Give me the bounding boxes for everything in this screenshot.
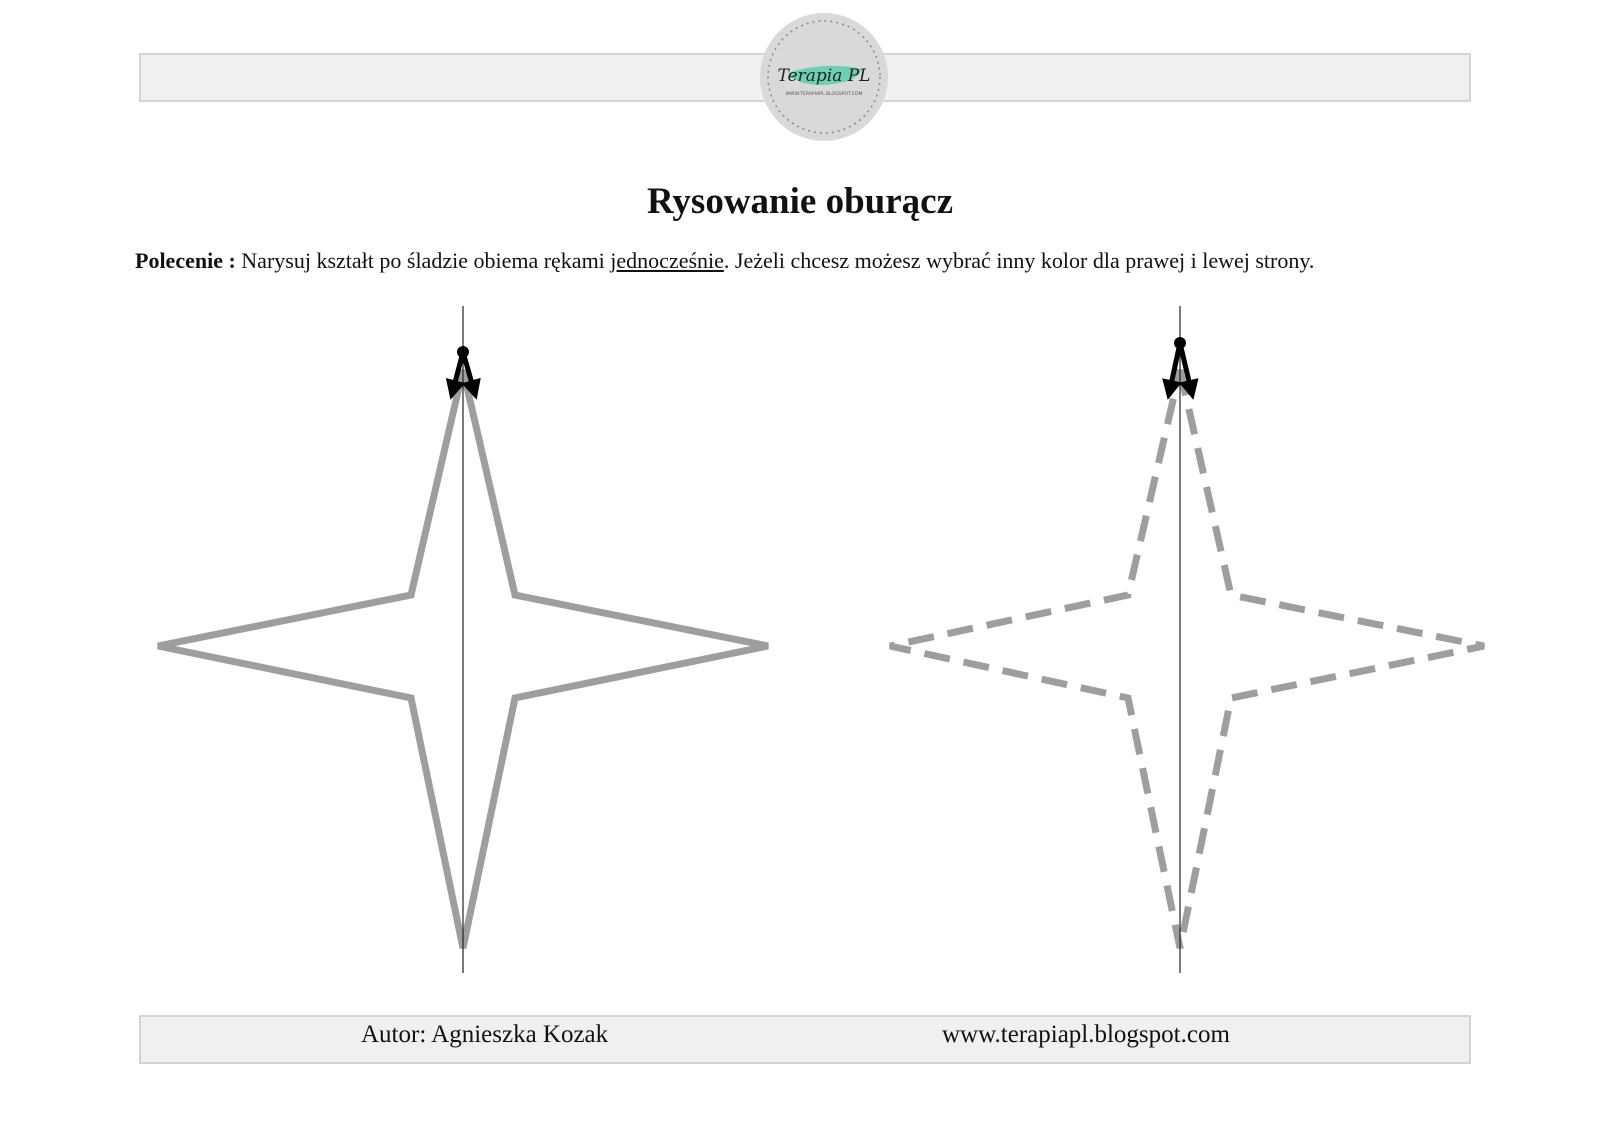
logo-brand-text: Terapia PL: [777, 66, 871, 86]
star-right-outline: [890, 370, 1484, 948]
star-right: [890, 306, 1484, 973]
instruction-label: Polecenie :: [135, 248, 236, 273]
star-left: [158, 306, 768, 973]
footer-band: [139, 1015, 1471, 1064]
instruction-text-before: Narysuj kształt po śladzie obiema rękami: [235, 248, 611, 273]
footer-author: Autor: Agnieszka Kozak: [361, 1021, 609, 1048]
footer-url: www.terapiapl.blogspot.com: [942, 1021, 1230, 1048]
star-right-left-arrow: [1169, 343, 1180, 394]
instruction-underlined-word: jednocześnie: [610, 248, 724, 273]
instruction-text-after: . Jeżeli chcesz możesz wybrać inny kolor dla prawej i lewej strony.: [723, 248, 1315, 273]
logo-url-text: WWW.TERAPIAPL.BLOGSPOT.COM: [785, 92, 863, 97]
page-title: Rysowanie oburącz: [647, 181, 953, 222]
